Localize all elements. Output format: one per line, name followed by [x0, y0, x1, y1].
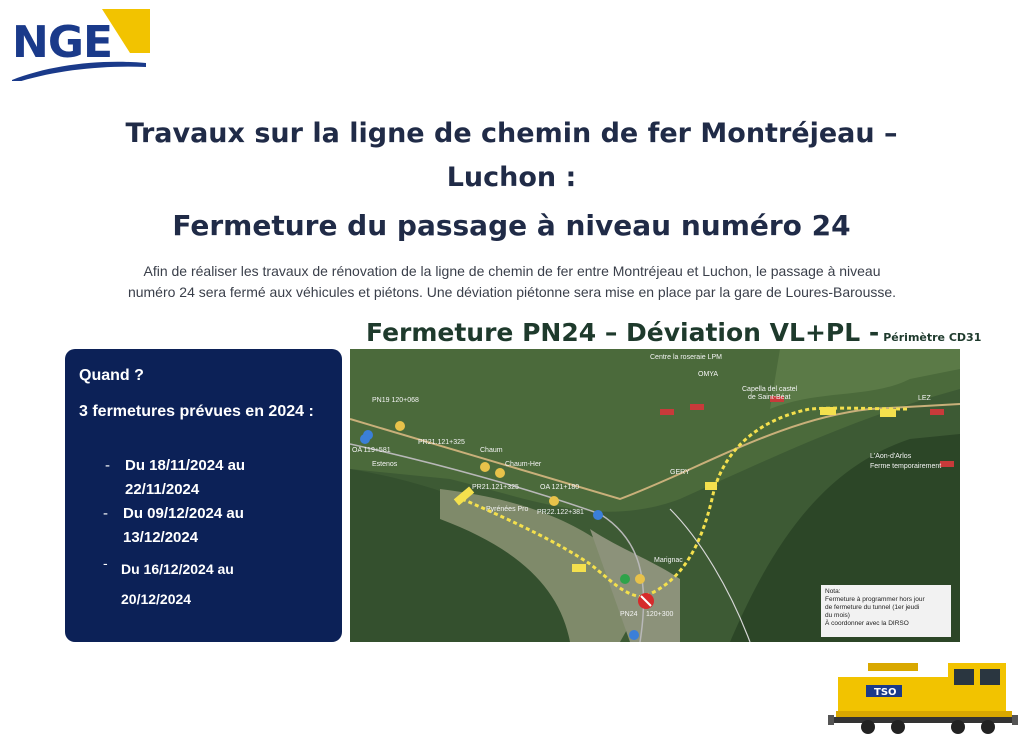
- note-line: Fermeture à programmer hors jour: [825, 596, 925, 603]
- date-3-end: 20/12/2024: [121, 591, 192, 607]
- note-line: du mois): [825, 612, 850, 619]
- map-label: PR21.121+325: [418, 439, 465, 446]
- map-label: OMYA: [698, 371, 719, 378]
- page-subtitle: Fermeture du passage à niveau numéro 24: [172, 209, 851, 242]
- closure-date-3: [103, 554, 234, 614]
- map-label: Centre la roseraie LPM: [650, 354, 722, 361]
- map-label: GERY: [670, 469, 690, 476]
- note-line: Nota:: [825, 588, 841, 595]
- closure-date-2: [103, 502, 244, 550]
- date-bullet: -: [105, 457, 110, 474]
- deviation-map: [350, 349, 960, 642]
- map-label: OA 119+581: [352, 447, 391, 454]
- date-3-start: Du 16/12/2024 au: [121, 561, 234, 577]
- map-label: OA 121+180: [540, 484, 580, 491]
- when-heading: Quand ?: [79, 367, 144, 384]
- map-heading-main: Fermeture PN24 – Déviation VL+PL -: [366, 318, 880, 347]
- nge-logo: [10, 9, 150, 81]
- map-label: Chaum: [480, 447, 503, 454]
- map-label: Capella del castel: [742, 386, 798, 393]
- map-label: PN24: [620, 611, 638, 618]
- map-label: Estenos: [372, 461, 398, 468]
- page-title: [60, 112, 963, 200]
- map-label: PN19 120+068: [372, 397, 419, 404]
- intro-paragraph: [40, 261, 984, 303]
- map-label: PR21.121+325: [472, 484, 519, 491]
- intro-line-1: Afin de réaliser les travaux de rénovation de la ligne de chemin de fer entre Montréjeau et Luchon, le passage à niveau: [143, 263, 881, 279]
- date-1-end: 22/11/2024: [125, 481, 200, 498]
- date-bullet: -: [103, 555, 108, 571]
- map-label: PR22.122+381: [537, 509, 584, 516]
- date-1-start: Du 18/11/2024 au: [125, 457, 246, 474]
- map-label: L'Aon-d'Arlos: [870, 453, 912, 460]
- closure-date-1: [105, 454, 246, 502]
- map-label: de Saint-Béat: [748, 394, 791, 401]
- map-heading: [366, 318, 981, 347]
- intro-line-2: numéro 24 sera fermé aux véhicules et piétons. Une déviation piétonne sera mise en place par la gare de Loures-Barousse.: [127, 284, 897, 300]
- loco-label: TSO: [874, 687, 897, 698]
- note-line: de fermeture du tunnel (1er jeudi: [825, 604, 920, 611]
- map-note: [821, 585, 951, 637]
- when-lead: 3 fermetures prévues en 2024 :: [79, 403, 314, 420]
- map-label: Marignac: [654, 557, 683, 564]
- title-line-1: Travaux sur la ligne de chemin de fer Montréjeau –: [125, 118, 898, 149]
- map-heading-sub: Périmètre CD31: [883, 331, 982, 344]
- title-line-2: Luchon :: [446, 162, 577, 193]
- map-label: 120+300: [646, 611, 674, 618]
- logo-text: NGE: [12, 17, 112, 68]
- date-2-end: 13/12/2024: [123, 529, 199, 546]
- closure-dates-panel: [65, 349, 342, 642]
- map-label: Pyrénées Pro: [486, 506, 529, 513]
- note-line: À coordonner avec la DIRSO: [825, 620, 909, 627]
- locomotive-illustration: [828, 655, 1018, 735]
- map-label: Chaum-Her: [505, 461, 542, 468]
- date-bullet: -: [103, 505, 108, 522]
- map-label: Ferme temporairement: [870, 463, 942, 470]
- date-2-start: Du 09/12/2024 au: [123, 505, 244, 522]
- map-label: LEZ: [918, 395, 931, 402]
